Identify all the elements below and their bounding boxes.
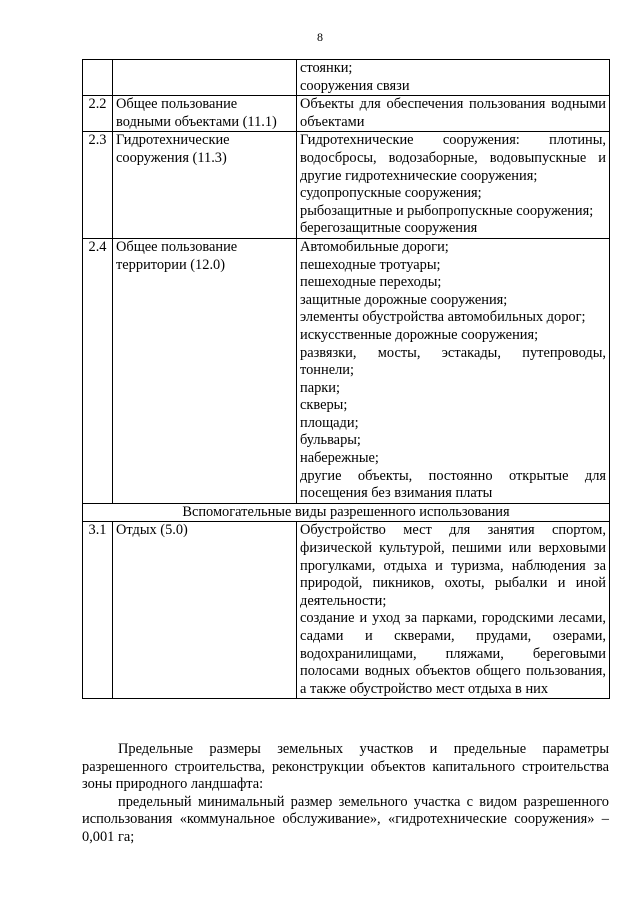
table-row bbox=[83, 132, 610, 239]
row-name: Отдых (5.0) bbox=[113, 522, 297, 699]
table-row bbox=[83, 96, 610, 132]
page-number: 8 bbox=[317, 30, 323, 44]
row-number bbox=[83, 60, 113, 96]
content-line: Гидротехнические сооружения: плотины, водосбросы, водозаборные, водовыпускные и другие гидротехнические сооружения; bbox=[300, 132, 606, 184]
content-line: другие объекты, постоянно открытые для посещения без взимания платы bbox=[300, 467, 606, 502]
content-line: скверы; bbox=[300, 397, 348, 414]
content-line: набережные; bbox=[300, 450, 379, 467]
content-line: Автомобильные дороги; bbox=[300, 238, 449, 255]
row-number: 3.1 bbox=[83, 522, 113, 699]
row-name: Общее пользование территории (12.0) bbox=[113, 238, 297, 503]
content-line: искусственные дорожные сооружения; bbox=[300, 326, 539, 343]
content-line: Объекты для обеспечения пользования водными объектами bbox=[300, 96, 606, 130]
row-name: Общее пользование водными объектами (11.1) bbox=[113, 96, 297, 132]
content-line: пешеходные переходы; bbox=[300, 274, 442, 291]
paragraph: предельный минимальный размер земельного участка с видом разрешенного использования «коммунальное обслуживание», «гидротехнические сооружения» – 0,001 га; bbox=[82, 793, 609, 845]
content-line: сооружения связи bbox=[300, 77, 410, 94]
content-line: бульвары; bbox=[300, 432, 361, 449]
row-content bbox=[297, 60, 610, 96]
row-content bbox=[297, 132, 610, 239]
content-line: берегозащитные сооружения bbox=[300, 220, 478, 237]
content-line: Обустройство мест для занятия спортом, физической культурой, пешими или верховыми прогулками, отдыха и туризма, наблюдения за природой, пикников, охоты, рыбалки и иной деятельности; bbox=[300, 522, 606, 609]
row-content bbox=[297, 522, 610, 699]
content-line: парки; bbox=[300, 379, 340, 396]
section-header: Вспомогательные виды разрешенного использования bbox=[83, 503, 610, 522]
content-line: судопропускные сооружения; bbox=[300, 185, 482, 202]
content-line: стоянки; bbox=[300, 60, 353, 76]
land-use-table bbox=[82, 59, 610, 699]
body-text bbox=[82, 741, 609, 847]
paragraph: Предельные размеры земельных участков и предельные параметры разрешенного строительства, реконструкции объектов капитального строительства зоны природного ландшафта: bbox=[82, 741, 609, 793]
row-number: 2.4 bbox=[83, 238, 113, 503]
row-content bbox=[297, 238, 610, 503]
content-line: элементы обустройства автомобильных дорог; bbox=[300, 309, 586, 326]
row-name: Гидротехнические сооружения (11.3) bbox=[113, 132, 297, 239]
row-number: 2.2 bbox=[83, 96, 113, 132]
table-row bbox=[83, 522, 610, 699]
content-line: создание и уход за парками, городскими лесами, садами и скверами, прудами, озерами, водохранилищами, пляжами, береговыми полосами водных объектов общего пользования, а также обустройство мест отдыха в них bbox=[300, 610, 606, 697]
content-line: защитные дорожные сооружения; bbox=[300, 291, 508, 308]
row-content bbox=[297, 96, 610, 132]
content-line: развязки, мосты, эстакады, путепроводы, тоннели; bbox=[300, 344, 606, 379]
content-line: площади; bbox=[300, 414, 359, 431]
content-line: рыбозащитные и рыбопропускные сооружения; bbox=[300, 202, 594, 219]
content-line: пешеходные тротуары; bbox=[300, 256, 441, 273]
row-name bbox=[113, 60, 297, 96]
table-row bbox=[83, 60, 610, 96]
table-row bbox=[83, 238, 610, 503]
section-header-row bbox=[83, 503, 610, 522]
row-number: 2.3 bbox=[83, 132, 113, 239]
